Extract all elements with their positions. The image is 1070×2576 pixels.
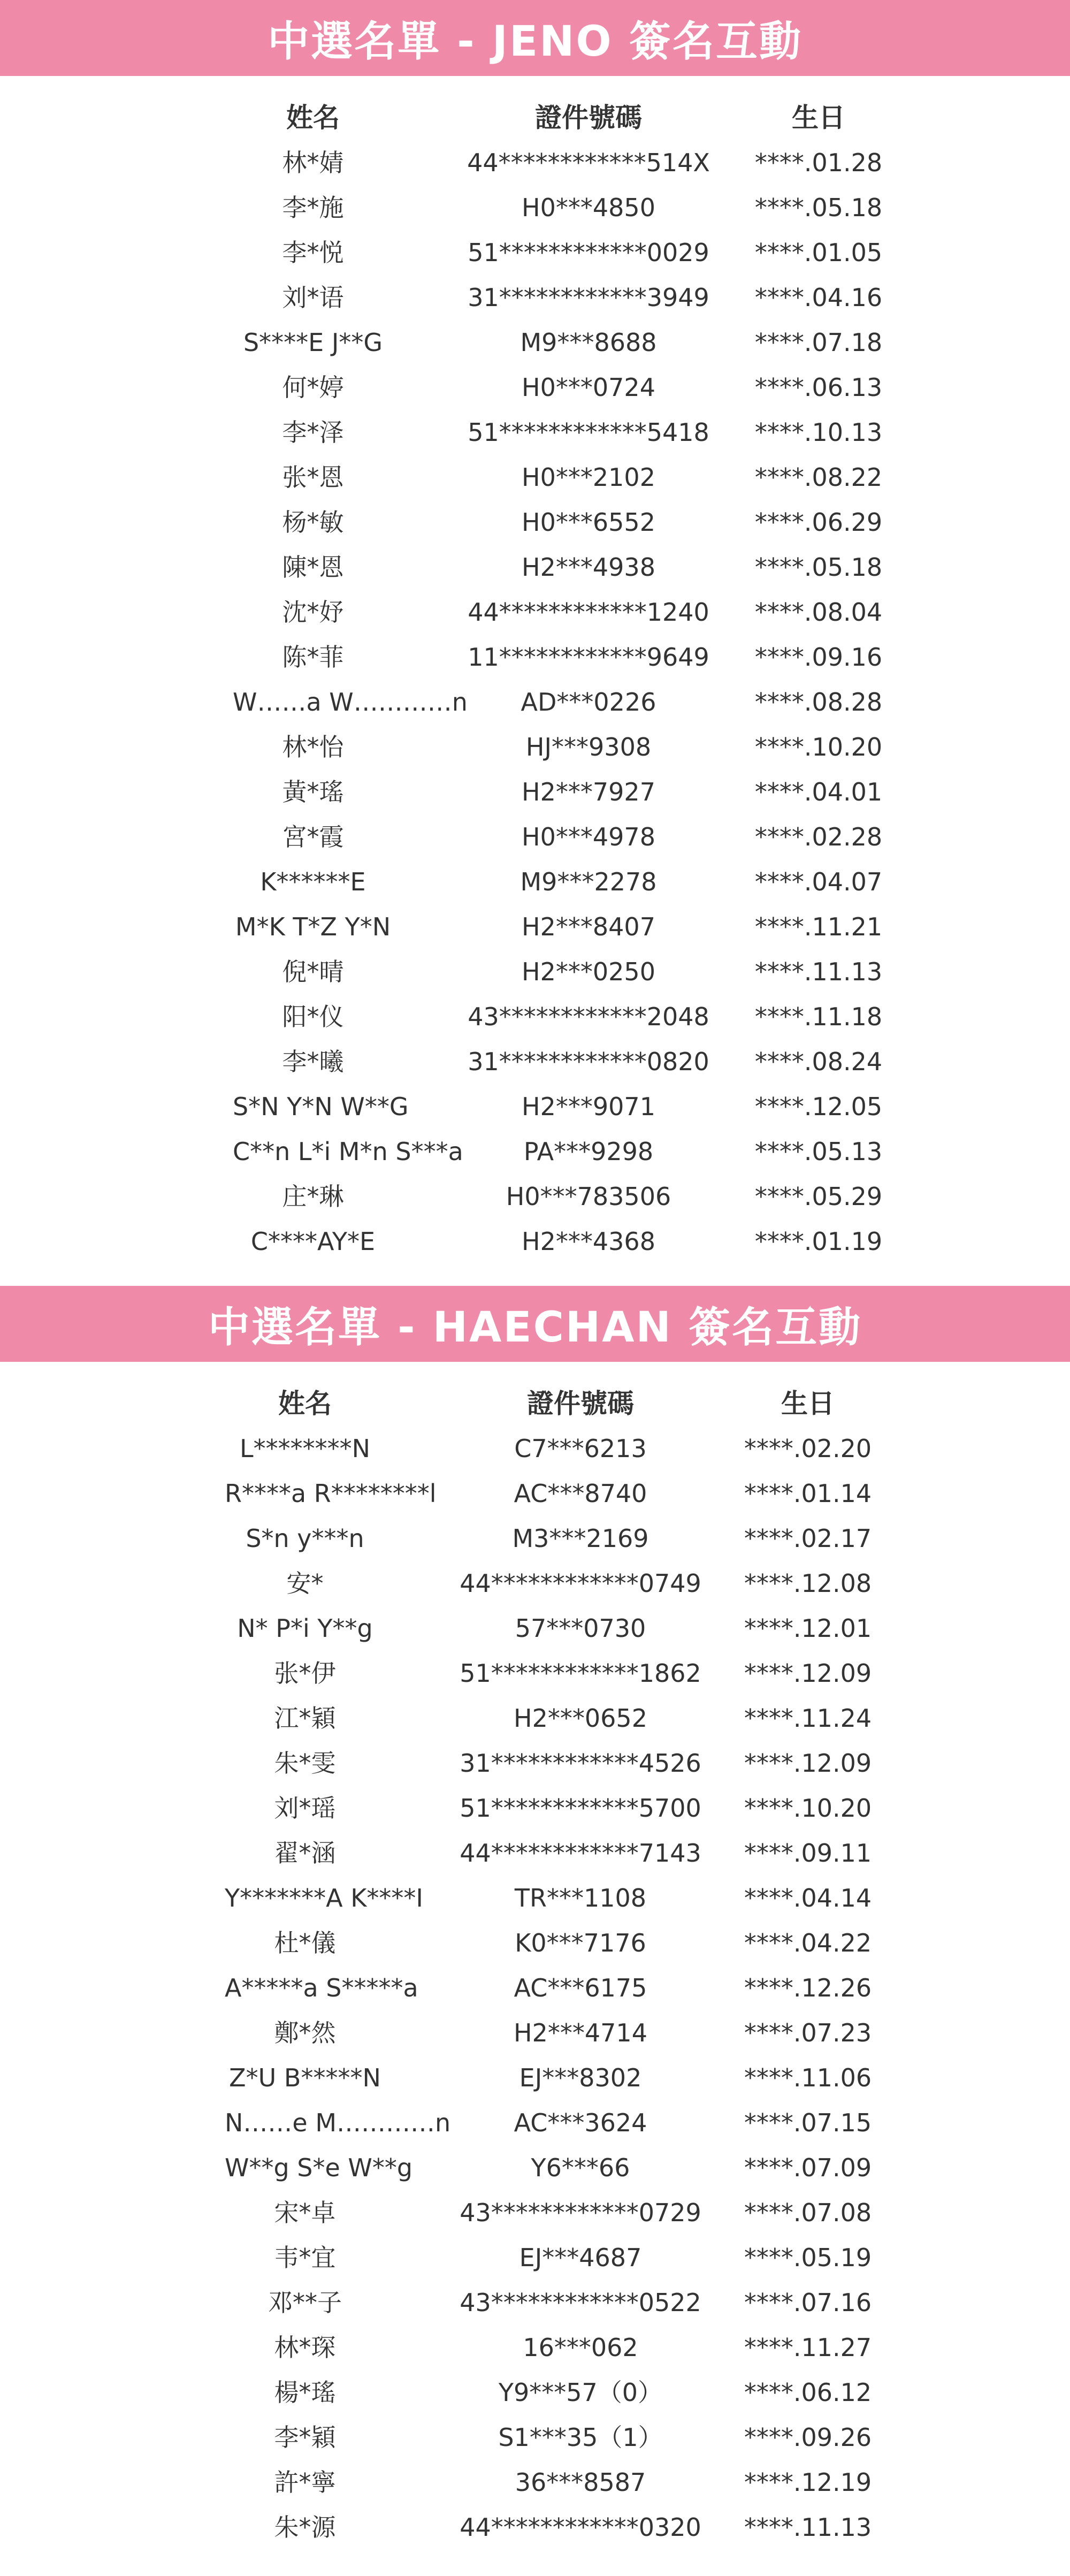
birthday-cell: ****.11.24 xyxy=(744,1704,872,1733)
id-number-cell: Y9***57（0） xyxy=(498,2378,663,2407)
birthday-cell: ****.11.21 xyxy=(754,912,883,941)
name-cell: C****AY*E xyxy=(250,1227,376,1256)
id-number-cell: 51************5418 xyxy=(468,418,709,447)
birthday-cell: ****.06.12 xyxy=(744,2378,872,2407)
birthday-cell: ****.07.23 xyxy=(744,2018,872,2047)
id-number-cell: H2***4368 xyxy=(522,1227,655,1256)
name-cell: R****a R********l xyxy=(225,1479,437,1508)
id-number-cell: PA***9298 xyxy=(523,1137,654,1166)
table-row xyxy=(0,635,1070,680)
table-row xyxy=(0,2460,1070,2505)
id-number-cell: HJ***9308 xyxy=(525,733,652,761)
birthday-cell: ****.12.26 xyxy=(744,1973,872,2002)
birthday-cell: ****.07.09 xyxy=(744,2153,872,2182)
id-number-cell: AC***3624 xyxy=(514,2108,647,2137)
table-row xyxy=(0,949,1070,994)
table-row xyxy=(0,545,1070,590)
name-cell: K******E xyxy=(260,867,366,896)
name-cell: M*K T*Z Y*N xyxy=(235,912,391,941)
table-row xyxy=(0,2100,1070,2145)
name-cell: Y*******A K****I xyxy=(225,1884,423,1912)
table-row xyxy=(0,680,1070,725)
table-row xyxy=(0,2415,1070,2460)
birthday-cell: ****.12.01 xyxy=(744,1614,872,1643)
id-number-cell: AD***0226 xyxy=(521,688,656,717)
birthday-cell: ****.08.22 xyxy=(754,463,883,492)
table-row xyxy=(0,1831,1070,1876)
table-row xyxy=(0,185,1070,230)
id-number-cell: K0***7176 xyxy=(515,1929,646,1957)
id-number-cell: H2***4938 xyxy=(522,553,655,582)
name-cell: 陈*菲 xyxy=(282,643,344,672)
name-cell: S*N Y*N W**G xyxy=(233,1092,409,1121)
table-row xyxy=(0,1561,1070,1606)
id-number-cell: 31************0820 xyxy=(468,1047,709,1076)
id-number-cell: H0***4978 xyxy=(522,822,655,851)
birthday-cell: ****.02.20 xyxy=(744,1434,872,1463)
name-cell: 杨*敏 xyxy=(282,508,344,537)
id-number-cell: H2***9071 xyxy=(522,1092,655,1121)
id-number-cell: 43************0729 xyxy=(460,2198,701,2227)
id-number-cell: Y6***66 xyxy=(531,2153,630,2182)
name-cell: 沈*妤 xyxy=(282,598,344,627)
haechan-section xyxy=(0,1286,1070,2542)
table-row xyxy=(0,1696,1070,1741)
table-header-row xyxy=(0,1381,1070,1426)
id-number-cell: 31************4526 xyxy=(460,1749,701,1778)
name-cell: 倪*晴 xyxy=(282,957,344,986)
birthday-cell: ****.04.22 xyxy=(744,1929,872,1957)
id-number-cell: H2***4714 xyxy=(514,2018,647,2047)
id-number-cell: M3***2169 xyxy=(512,1524,649,1553)
table-row xyxy=(0,2010,1070,2055)
name-cell: 李*悦 xyxy=(282,238,344,267)
id-number-cell: 44************7143 xyxy=(460,1839,701,1868)
birthday-cell: ****.05.18 xyxy=(754,553,883,582)
name-cell: 朱*源 xyxy=(274,2513,336,2542)
birthday-cell: ****.04.16 xyxy=(754,283,883,312)
section-title: 中選名單 - JENO 簽名互動 xyxy=(268,18,802,66)
birthday-cell: ****.02.17 xyxy=(744,1524,872,1553)
name-cell: 刘*瑶 xyxy=(274,1794,336,1823)
name-cell: 許*寧 xyxy=(274,2468,336,2497)
birthday-cell: ****.08.24 xyxy=(754,1047,883,1076)
birthday-cell: ****.11.13 xyxy=(744,2513,872,2542)
id-number-cell: C7***6213 xyxy=(514,1434,647,1463)
table-row xyxy=(0,1965,1070,2010)
table-row xyxy=(0,230,1070,275)
name-cell: 黃*瑤 xyxy=(282,778,344,806)
table-row xyxy=(0,275,1070,320)
birthday-cell: ****.07.15 xyxy=(744,2108,872,2137)
name-cell: 楊*瑤 xyxy=(274,2378,336,2407)
id-column-header: 證件號碼 xyxy=(535,102,642,133)
table-row xyxy=(0,1651,1070,1696)
birthday-cell: ****.12.05 xyxy=(754,1092,883,1121)
name-cell: S****E J**G xyxy=(243,328,383,357)
id-number-cell: M9***2278 xyxy=(520,867,657,896)
name-cell: 杜*儀 xyxy=(274,1929,336,1957)
table-row xyxy=(0,859,1070,904)
name-cell: 刘*语 xyxy=(282,283,344,312)
id-number-cell: 43************0522 xyxy=(460,2288,701,2317)
birthday-cell: ****.09.11 xyxy=(744,1839,872,1868)
birthday-cell: ****.06.29 xyxy=(754,508,883,537)
id-number-cell: AC***8740 xyxy=(514,1479,647,1508)
id-number-cell: H0***4850 xyxy=(522,193,655,222)
name-cell: C**n L*i M*n S***a xyxy=(233,1137,463,1166)
id-number-cell: H0***0724 xyxy=(522,373,655,402)
name-cell: N……e M…………n xyxy=(225,2108,451,2137)
name-cell: 宋*卓 xyxy=(274,2198,336,2227)
table-row xyxy=(0,365,1070,410)
id-number-cell: H2***0250 xyxy=(522,957,655,986)
table-row xyxy=(0,1174,1070,1219)
id-number-cell: S1***35（1） xyxy=(498,2423,663,2452)
id-number-cell: 44************0320 xyxy=(460,2513,701,2542)
id-number-cell: H0***783506 xyxy=(506,1182,671,1211)
table-row xyxy=(0,1920,1070,1965)
id-number-cell: 44************0749 xyxy=(460,1569,701,1598)
table-row xyxy=(0,1129,1070,1174)
table-row xyxy=(0,769,1070,814)
id-number-cell: EJ***4687 xyxy=(519,2243,642,2272)
section-banner xyxy=(0,1286,1070,1362)
birthday-cell: ****.05.29 xyxy=(754,1182,883,1211)
id-number-cell: EJ***8302 xyxy=(519,2063,642,2092)
birthday-cell: ****.06.13 xyxy=(754,373,883,402)
id-number-cell: TR***1108 xyxy=(514,1884,647,1912)
table-row xyxy=(0,1039,1070,1084)
id-number-cell: M9***8688 xyxy=(520,328,657,357)
table-row xyxy=(0,1876,1070,1920)
birthday-cell: ****.10.20 xyxy=(744,1794,872,1823)
birthday-cell: ****.12.09 xyxy=(744,1659,872,1688)
name-cell: 张*恩 xyxy=(282,463,344,492)
name-column-header: 姓名 xyxy=(278,1388,332,1419)
table-row xyxy=(0,1516,1070,1561)
table-row xyxy=(0,500,1070,545)
birthday-cell: ****.11.06 xyxy=(744,2063,872,2092)
table-row xyxy=(0,1741,1070,1786)
id-number-cell: 11************9649 xyxy=(468,643,709,672)
name-cell: N* P*i Y**g xyxy=(237,1614,373,1643)
id-number-cell: 43************2048 xyxy=(468,1002,709,1031)
table-row xyxy=(0,1426,1070,1471)
table-row xyxy=(0,320,1070,365)
birthday-cell: ****.10.20 xyxy=(754,733,883,761)
table-row xyxy=(0,1219,1070,1264)
name-cell: 李*穎 xyxy=(274,2423,336,2452)
name-cell: 林*怡 xyxy=(282,733,344,761)
id-number-cell: AC***6175 xyxy=(514,1973,647,2002)
table-row xyxy=(0,814,1070,859)
birthday-cell: ****.01.28 xyxy=(754,148,883,177)
name-cell: L********N xyxy=(239,1434,371,1463)
name-cell: W**g S*e W**g xyxy=(225,2153,413,2182)
id-column-header: 證件號碼 xyxy=(527,1388,634,1419)
jeno-section xyxy=(0,0,1070,1256)
table-row xyxy=(0,2370,1070,2415)
birthday-cell: ****.05.18 xyxy=(754,193,883,222)
id-number-cell: 51************1862 xyxy=(460,1659,701,1688)
id-number-cell: 51************0029 xyxy=(468,238,709,267)
id-number-cell: H2***0652 xyxy=(514,1704,647,1733)
birthday-cell: ****.04.14 xyxy=(744,1884,872,1912)
birthday-cell: ****.09.16 xyxy=(754,643,883,672)
birthday-cell: ****.08.28 xyxy=(754,688,883,717)
table-row xyxy=(0,725,1070,769)
name-cell: 阳*仪 xyxy=(282,1002,344,1031)
table-row xyxy=(0,1084,1070,1129)
table-row xyxy=(0,2325,1070,2370)
table-row xyxy=(0,2505,1070,2550)
birthday-cell: ****.02.28 xyxy=(754,822,883,851)
name-cell: W……a W…………n xyxy=(233,688,468,717)
table-row xyxy=(0,904,1070,949)
birthday-cell: ****.04.07 xyxy=(754,867,883,896)
name-cell: A*****a S*****a xyxy=(225,1973,418,2002)
name-cell: 张*伊 xyxy=(274,1659,336,1688)
section-banner xyxy=(0,0,1070,76)
table-row xyxy=(0,1606,1070,1651)
name-cell: 李*泽 xyxy=(282,418,344,447)
name-cell: 朱*雯 xyxy=(274,1749,336,1778)
table-row xyxy=(0,410,1070,455)
name-cell: 陳*恩 xyxy=(282,553,344,582)
table-row xyxy=(0,2280,1070,2325)
id-number-cell: H2***7927 xyxy=(522,778,655,806)
birthday-cell: ****.12.19 xyxy=(744,2468,872,2497)
table-row xyxy=(0,2190,1070,2235)
birthday-cell: ****.08.04 xyxy=(754,598,883,627)
name-cell: 宮*霞 xyxy=(282,822,344,851)
id-number-cell: 51************5700 xyxy=(460,1794,701,1823)
birthday-cell: ****.12.09 xyxy=(744,1749,872,1778)
birthday-cell: ****.10.13 xyxy=(754,418,883,447)
id-number-cell: H2***8407 xyxy=(522,912,655,941)
name-cell: 安* xyxy=(286,1569,324,1598)
birthday-cell: ****.01.05 xyxy=(754,238,883,267)
id-number-cell: 31************3949 xyxy=(468,283,709,312)
table-row xyxy=(0,1786,1070,1831)
table-row xyxy=(0,1471,1070,1516)
name-cell: 韦*宜 xyxy=(274,2243,336,2272)
name-cell: 林*婧 xyxy=(282,148,344,177)
id-number-cell: 44************1240 xyxy=(468,598,709,627)
name-cell: Z*U B*****N xyxy=(229,2063,381,2092)
table-row xyxy=(0,994,1070,1039)
section-title: 中選名單 - HAECHAN 簽名互動 xyxy=(208,1304,862,1352)
id-number-cell: 36***8587 xyxy=(515,2468,646,2497)
birthday-cell: ****.07.16 xyxy=(744,2288,872,2317)
name-cell: 李*施 xyxy=(282,193,344,222)
name-cell: 鄭*然 xyxy=(274,2018,336,2047)
id-number-cell: 44************514X xyxy=(467,148,710,177)
name-cell: S*n y***n xyxy=(246,1524,364,1553)
id-number-cell: 16***062 xyxy=(523,2333,638,2362)
name-cell: 庄*琳 xyxy=(282,1182,344,1211)
birthday-column-header: 生日 xyxy=(781,1388,835,1419)
birthday-cell: ****.05.13 xyxy=(754,1137,883,1166)
id-number-cell: 57***0730 xyxy=(515,1614,646,1643)
birthday-cell: ****.09.26 xyxy=(744,2423,872,2452)
birthday-cell: ****.01.19 xyxy=(754,1227,883,1256)
name-cell: 林*琛 xyxy=(274,2333,336,2362)
birthday-cell: ****.12.08 xyxy=(744,1569,872,1598)
birthday-cell: ****.05.19 xyxy=(744,2243,872,2272)
table-row xyxy=(0,2055,1070,2100)
name-cell: 翟*涵 xyxy=(274,1839,336,1868)
table-header-row xyxy=(0,95,1070,140)
id-number-cell: H0***6552 xyxy=(522,508,655,537)
table-row xyxy=(0,455,1070,500)
birthday-cell: ****.11.27 xyxy=(744,2333,872,2362)
birthday-cell: ****.01.14 xyxy=(744,1479,872,1508)
name-cell: 何*婷 xyxy=(282,373,344,402)
table-row xyxy=(0,590,1070,635)
birthday-cell: ****.07.08 xyxy=(744,2198,872,2227)
table-row xyxy=(0,140,1070,185)
birthday-cell: ****.11.18 xyxy=(754,1002,883,1031)
birthday-column-header: 生日 xyxy=(792,102,845,133)
name-column-header: 姓名 xyxy=(286,102,340,133)
table-row xyxy=(0,2235,1070,2280)
id-number-cell: H0***2102 xyxy=(522,463,655,492)
birthday-cell: ****.11.13 xyxy=(754,957,883,986)
birthday-cell: ****.04.01 xyxy=(754,778,883,806)
name-cell: 李*曦 xyxy=(282,1047,344,1076)
birthday-cell: ****.07.18 xyxy=(754,328,883,357)
name-cell: 江*穎 xyxy=(274,1704,336,1733)
name-cell: 邓**子 xyxy=(268,2288,342,2317)
table-row xyxy=(0,2145,1070,2190)
